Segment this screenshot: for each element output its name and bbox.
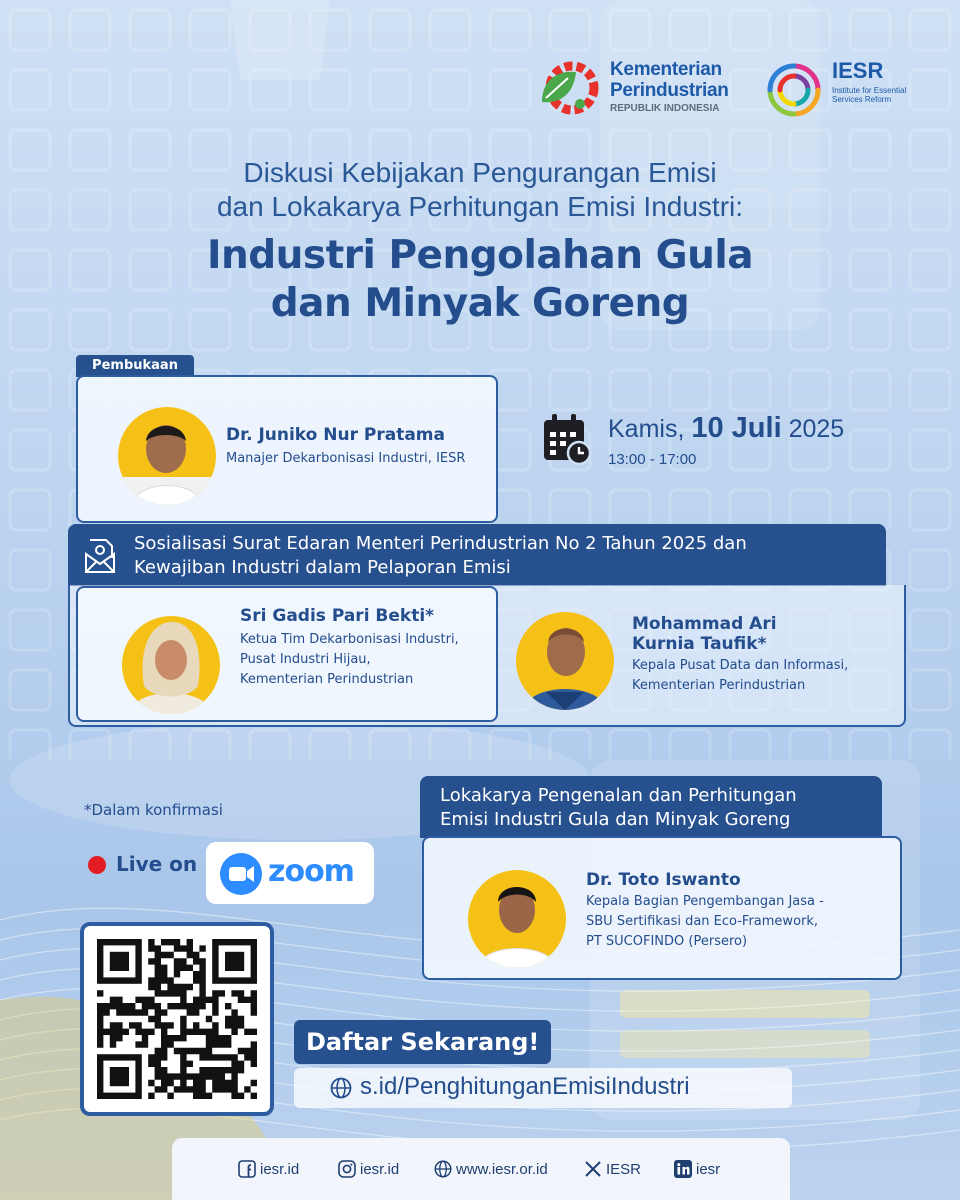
gear-leaf-icon bbox=[536, 58, 602, 118]
footer-website[interactable] bbox=[434, 1160, 548, 1178]
workshop-header bbox=[420, 776, 882, 838]
avatar-mohammad bbox=[516, 612, 614, 710]
speaker-role-sri-3: Kementerian Perindustrian bbox=[240, 672, 414, 687]
instagram-icon bbox=[338, 1160, 356, 1178]
footer-linkedin-text: iesr bbox=[696, 1160, 721, 1178]
person-photo-icon bbox=[122, 616, 220, 714]
person-photo-icon bbox=[516, 612, 614, 710]
speaker-name-toto: Dr. Toto Iswanto bbox=[586, 870, 741, 890]
schedule-date-bold: 10 Juli bbox=[691, 412, 782, 444]
avatar-sri bbox=[122, 616, 220, 714]
zoom-button[interactable] bbox=[206, 842, 374, 904]
footer-linkedin[interactable] bbox=[674, 1160, 720, 1178]
socialization-title-line1: Sosialisasi Surat Edaran Menteri Perindustrian No 2 Tahun 2025 dan bbox=[134, 533, 747, 554]
x-icon bbox=[584, 1160, 602, 1178]
register-url: s.id/PenghitunganEmisiIndustri bbox=[360, 1073, 690, 1100]
speaker-name-juniko: Dr. Juniko Nur Pratama bbox=[226, 425, 445, 445]
kemenperin-line3: REPUBLIK INDONESIA bbox=[610, 103, 720, 114]
footer-x-text: IESR bbox=[606, 1160, 642, 1178]
speaker-name-sri: Sri Gadis Pari Bekti* bbox=[240, 606, 435, 626]
iesr-logo bbox=[762, 58, 922, 122]
socialization-header bbox=[68, 524, 886, 586]
schedule-time: 13:00 - 17:00 bbox=[608, 451, 697, 468]
qr-code-icon bbox=[97, 939, 257, 1099]
confirmation-note: *Dalam konfirmasi bbox=[84, 801, 223, 819]
iesr-swirl-icon bbox=[762, 58, 826, 122]
workshop-speaker-card bbox=[422, 836, 902, 980]
speaker-role-sri-1: Ketua Tim Dekarbonisasi Industri, bbox=[240, 632, 459, 647]
footer-instagram-text: iesr.id bbox=[360, 1160, 400, 1178]
schedule-day: Kamis, bbox=[608, 415, 685, 443]
iesr-name: IESR bbox=[832, 58, 884, 83]
live-label: Live on bbox=[116, 852, 198, 876]
kemenperin-line1: Kementerian bbox=[610, 59, 722, 80]
register-link[interactable] bbox=[294, 1068, 792, 1108]
workshop-title-line2: Emisi Industri Gula dan Minyak Goreng bbox=[440, 809, 791, 830]
footer-website-text: www.iesr.or.id bbox=[456, 1160, 548, 1178]
footer-facebook[interactable] bbox=[238, 1160, 299, 1178]
live-dot-icon bbox=[88, 856, 106, 874]
footer-x[interactable] bbox=[584, 1160, 641, 1178]
speaker-role-toto-1: Kepala Bagian Pengembangan Jasa - bbox=[586, 894, 824, 909]
footer-facebook-text: iesr.id bbox=[260, 1160, 300, 1178]
avatar-toto bbox=[468, 870, 566, 968]
kemenperin-line2: Perindustrian bbox=[610, 80, 729, 101]
facebook-icon bbox=[238, 1160, 256, 1178]
register-cta[interactable]: Daftar Sekarang! bbox=[294, 1020, 551, 1064]
globe-icon bbox=[434, 1160, 452, 1178]
kemenperin-logo bbox=[536, 58, 736, 120]
subtitle-line2: dan Lokakarya Perhitungan Emisi Industri: bbox=[216, 191, 744, 222]
linkedin-icon bbox=[674, 1160, 692, 1178]
opening-card bbox=[76, 375, 498, 523]
speaker-role-toto-2: SBU Sertifikasi dan Eco-Framework, bbox=[586, 914, 819, 929]
speaker-card-sri bbox=[76, 586, 498, 722]
opening-tag: Pembukaan bbox=[76, 355, 194, 377]
schedule-year: 2025 bbox=[788, 415, 845, 443]
footer-instagram[interactable] bbox=[338, 1160, 399, 1178]
person-photo-icon bbox=[468, 870, 566, 968]
title-line2: dan Minyak Goreng bbox=[270, 281, 690, 326]
person-photo-icon bbox=[118, 407, 216, 505]
title-line1: Industri Pengolahan Gula bbox=[206, 233, 754, 278]
schedule-date bbox=[608, 412, 844, 445]
iesr-subtitle: Institute for Essential Services Reform bbox=[832, 86, 907, 104]
speaker-role-mohammad-1: Kepala Pusat Data dan Informasi, bbox=[632, 658, 849, 673]
socialization-title-line2: Kewajiban Industri dalam Pelaporan Emisi bbox=[134, 557, 511, 578]
speaker-role-toto-3: PT SUCOFINDO (Persero) bbox=[586, 934, 748, 949]
workshop-title-line1: Lokakarya Pengenalan dan Perhitungan bbox=[440, 785, 797, 806]
speaker-name-mohammad-2: Kurnia Taufik* bbox=[632, 634, 767, 654]
subtitle-line1: Diskusi Kebijakan Pengurangan Emisi bbox=[243, 157, 717, 188]
footer-bar bbox=[172, 1138, 790, 1200]
avatar-juniko bbox=[118, 407, 216, 505]
zoom-wordmark: zoom bbox=[268, 854, 354, 889]
zoom-camera-icon bbox=[220, 853, 262, 895]
calendar-clock-icon bbox=[542, 414, 592, 466]
speaker-role-juniko: Manajer Dekarbonisasi Industri, IESR bbox=[226, 451, 466, 466]
document-mail-icon bbox=[84, 536, 116, 574]
speaker-name-mohammad-1: Mohammad Ari bbox=[632, 614, 777, 634]
globe-icon bbox=[330, 1077, 352, 1099]
speaker-role-sri-2: Pusat Industri Hijau, bbox=[240, 652, 371, 667]
speaker-role-mohammad-2: Kementerian Perindustrian bbox=[632, 678, 806, 693]
qr-code[interactable] bbox=[80, 922, 274, 1116]
